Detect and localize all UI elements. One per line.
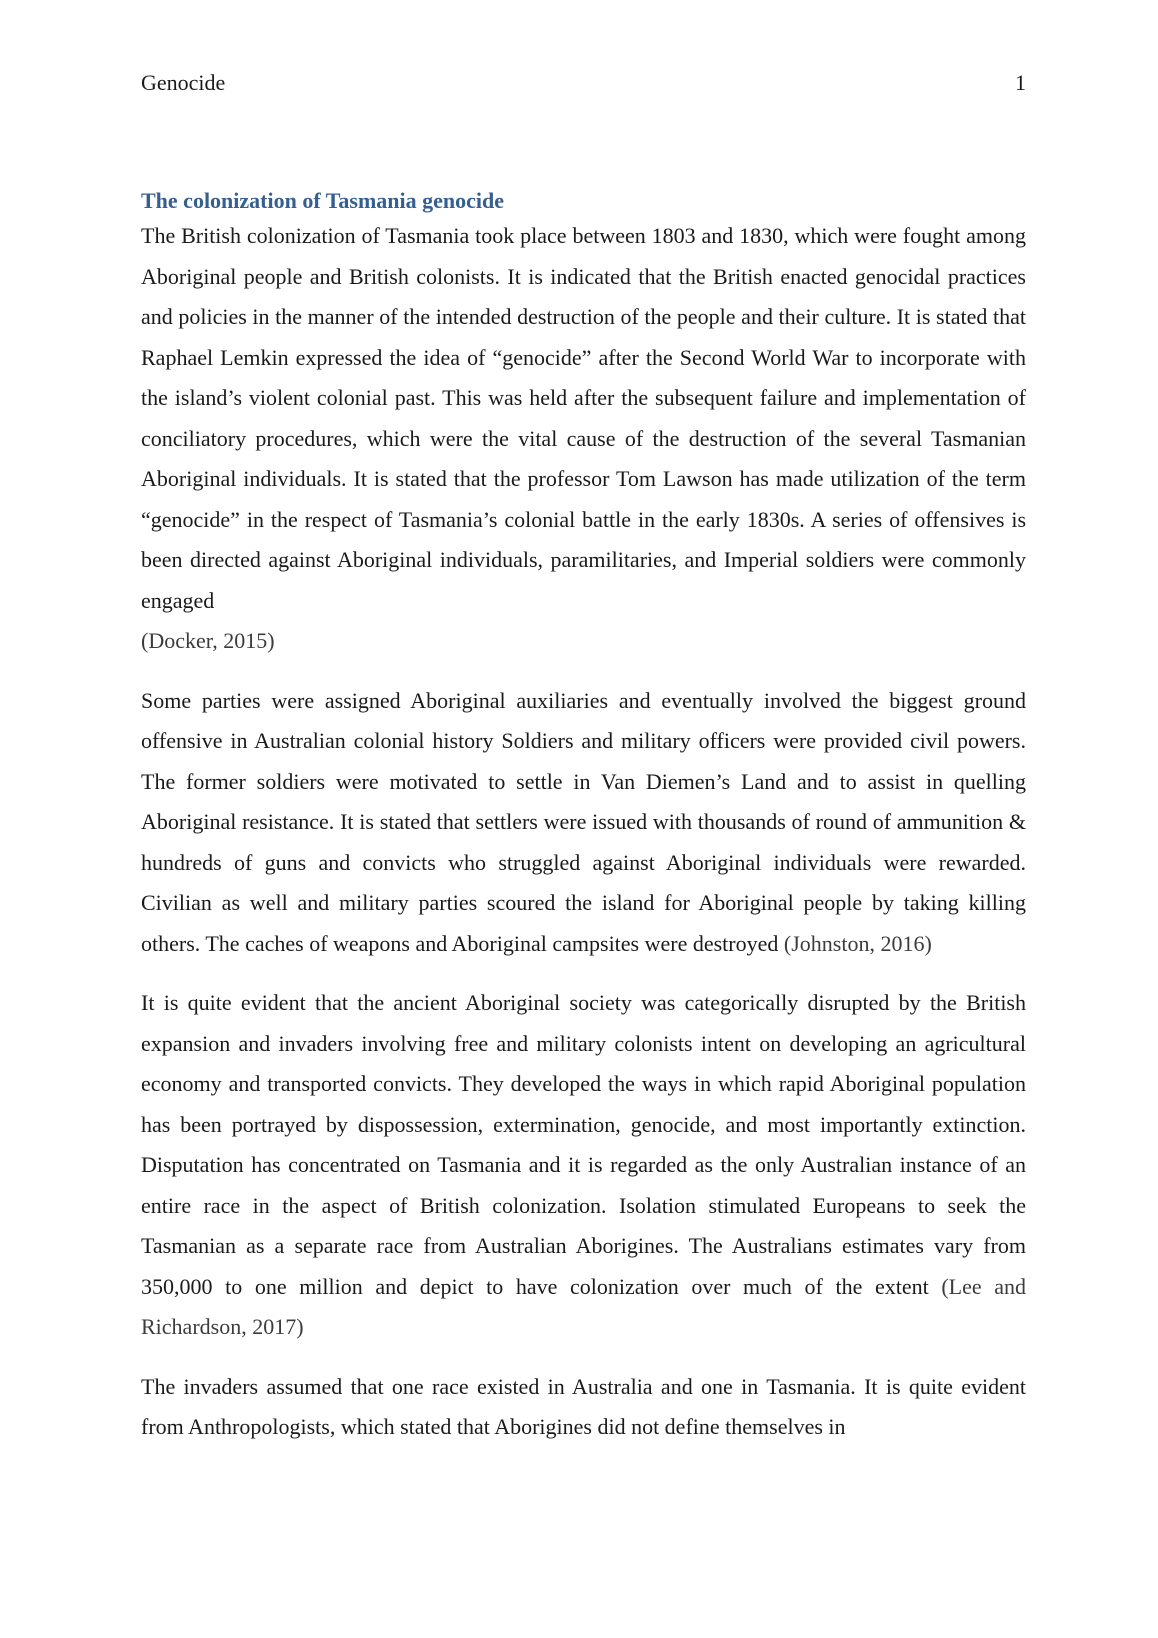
citation: (Docker, 2015) bbox=[141, 628, 275, 653]
page-number: 1 bbox=[1015, 70, 1026, 95]
paragraph-text: It is quite evident that the ancient Aboriginal society was categorically disrupted by the British expansion and invaders involving free and military colonists intent on developing an agricultural economy and transported convicts. They developed the ways in which rapid Aboriginal population has been portrayed by dispossession, extermination, genocide, and most importantly extinction. Disputation has concentrated on Tasmania and it is regarded as the only Australian instance of an entire race in the aspect of British colonization. Isolation stimulated Europeans to seek the Tasmanian as a separate race from Australian Aborigines. The Australians estimates vary from 350,000 to one million and depict to have colonization over much of the extent bbox=[141, 990, 1026, 1299]
paragraph-text: The British colonization of Tasmania took place between 1803 and 1830, which were fought among Aboriginal people and British colonists. It is indicated that the British enacted genocidal practices and policies in the manner of the intended destruction of the people and their culture. It is stated that Raphael Lemkin expressed the idea of “genocide” after the Second World War to incorporate with the island’s violent colonial past. This was held after the subsequent failure and implementation of conciliatory procedures, which were the vital cause of the destruction of the several Tasmanian Aboriginal individuals. It is stated that the professor Tom Lawson has made utilization of the term “genocide” in the respect of Tasmania’s colonial battle in the early 1830s. A series of offensives is been directed against Aboriginal individuals, paramilitaries, and Imperial soldiers were commonly engaged bbox=[141, 223, 1026, 613]
citation: (Lee and Richardson, 2017) bbox=[141, 1273, 1026, 1339]
citation: (Johnston, 2016) bbox=[783, 930, 932, 956]
running-head: Genocide bbox=[141, 70, 226, 95]
paragraph bbox=[141, 1367, 1026, 1448]
document-body bbox=[141, 186, 1026, 1448]
section-heading: The colonization of Tasmania genocide bbox=[141, 188, 505, 213]
paragraph bbox=[141, 681, 1026, 965]
paragraph-text: Some parties were assigned Aboriginal auxiliaries and eventually involved the biggest ground offensive in Australian colonial history Soldiers and military officers were provided civil powers. The former soldiers were motivated to settle in Van Diemen’s Land and to assist in quelling Aboriginal resistance. It is stated that settlers were issued with thousands of round of ammunition & hundreds of guns and convicts who struggled against Aboriginal individuals were rewarded. Civilian as well and military parties scoured the island for Aboriginal people by taking killing others. The caches of weapons and Aboriginal campsites were destroyed bbox=[141, 687, 1026, 956]
paragraph bbox=[141, 216, 1026, 662]
paragraph bbox=[141, 983, 1026, 1348]
paragraph-text: The invaders assumed that one race existed in Australia and one in Tasmania. It is quite evident from Anthropologists, which stated that Aborigines did not define themselves in bbox=[141, 1373, 1026, 1439]
